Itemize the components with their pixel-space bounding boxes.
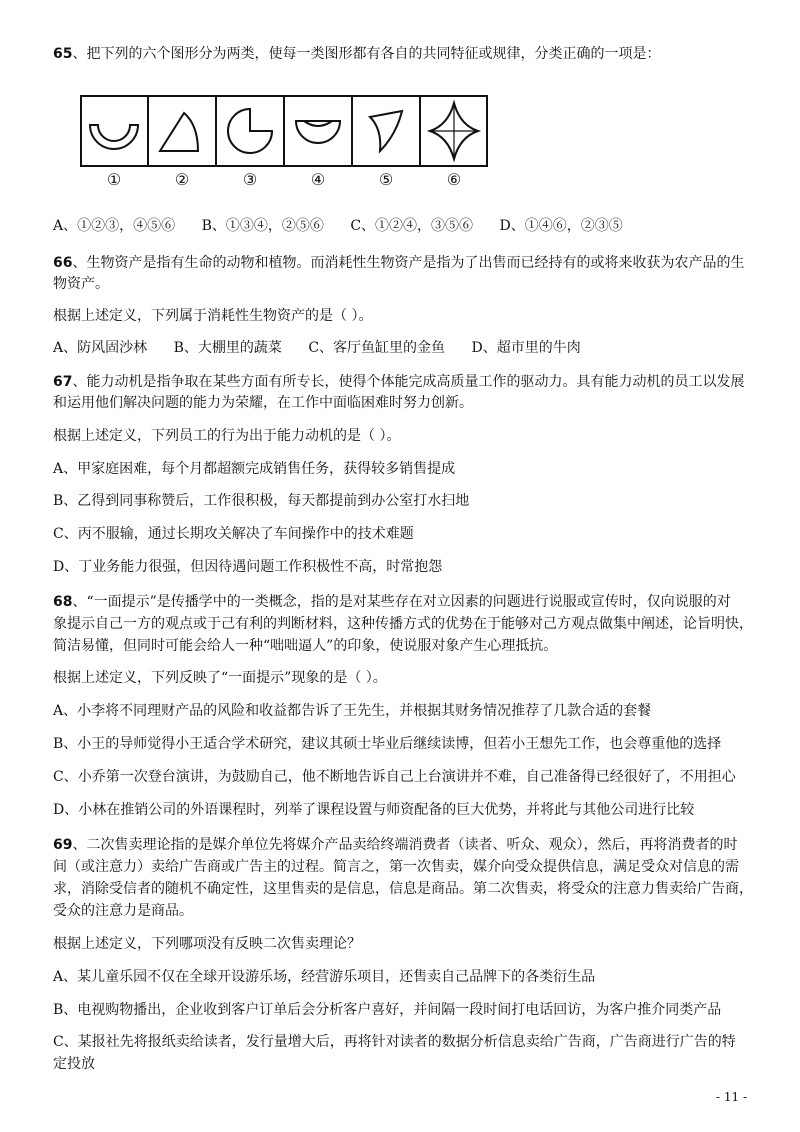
q66-stem-line1: 66、生物资产是指有生命的动物和植物。而消耗性生物资产是指为了出售而已经持有的或将来收获为农产品的生 (53, 255, 745, 271)
q69-number: 69 (53, 837, 73, 853)
q69-stem-line1: 69、二次售卖理论指的是媒介单位先将媒介产品卖给终端消费者（读者、听众、观众），然后，再将消费者的时 (53, 837, 738, 853)
q66-stem-line2: 物资产。 (53, 276, 109, 292)
page-number: - 11 - (715, 1090, 747, 1104)
q65-number: 65 (53, 46, 73, 62)
q67-option-b[interactable]: B、乙得到同事称赞后，工作很积极，每天都提前到办公室打水扫地 (53, 493, 470, 509)
q69-stem-line3: 求，消除受信者的随机不确定性，这里售卖的是信息，信息是商品。第二次售卖，将受众的注意力售卖给广告商， (53, 881, 753, 897)
q69-question: 根据上述定义，下列哪项没有反映二次售卖理论？ (53, 936, 361, 952)
q65-option-b[interactable]: B、①③④，②⑤⑥ (201, 218, 324, 234)
q68-option-c[interactable]: C、小乔第一次登台演讲，为鼓励自己，他不断地告诉自己上台演讲并不难，自己准备得已经很好了，不用担心 (53, 769, 736, 785)
q69-option-c-line2[interactable]: 定投放 (53, 1056, 95, 1072)
fig-label-3: ③ (242, 170, 258, 189)
q68-stem-line1: 68、“一面提示”是传播学中的一类概念，指的是对某些存在对立因素的问题进行说服或宣传时，仅向说服的对 (53, 594, 731, 610)
q67-option-a[interactable]: A、甲家庭困难，每个月都超额完成销售任务，获得较多销售提成 (53, 461, 456, 477)
q67-stem-line2: 和运用他们解决问题的能力为荣耀，在工作中面临困难时努力创新。 (53, 395, 473, 411)
q67-number: 67 (53, 374, 73, 390)
fig-label-2: ② (174, 170, 190, 189)
q65-figure-labels (80, 170, 488, 190)
q69-option-c-line1[interactable]: C、某报社先将报纸卖给读者，发行量增大后，再将针对读者的数据分析信息卖给广告商，广告商进行广告的特 (53, 1034, 736, 1050)
fig4-semicircle-shape (296, 121, 340, 143)
q66-option-b[interactable]: B、大棚里的蔬菜 (173, 340, 282, 356)
q69-option-b[interactable]: B、电视购物播出，企业收到客户订单后会分析客户喜好，并间隔一段时间打电话回访，为客户推介同类产品 (53, 1002, 722, 1018)
q68-stem-line2: 象提示自己一方的观点或于己有利的判断材料，这种传播方式的优势在于能够对己方观点做集中阐述，论旨明快， (53, 616, 753, 632)
q67-stem-line1: 67、能力动机是指争取在某些方面有所专长，使得个体能完成高质量工作的驱动力。具有能力动机的员工以发展 (53, 374, 745, 390)
q68-option-d[interactable]: D、小林在推销公司的外语课程时，列举了课程设置与师资配备的巨大优势，并将此与其他公司进行比较 (53, 802, 695, 818)
fig-label-4: ④ (310, 170, 326, 189)
q66-number: 66 (53, 255, 73, 271)
fig2-sector-shape (160, 113, 198, 151)
q68-question: 根据上述定义，下列反映了“一面提示”现象的是（ ）。 (53, 670, 387, 686)
q68-number: 68 (53, 594, 73, 610)
q69-option-a[interactable]: A、某儿童乐园不仅在全球开设游乐场，经营游乐项目，还售卖自己品牌下的各类衍生品 (53, 969, 596, 985)
q69-stem-line4: 受众的注意力是商品。 (53, 903, 193, 919)
q67-question: 根据上述定义，下列员工的行为出于能力动机的是（ ）。 (53, 428, 401, 444)
q65-options (53, 216, 645, 236)
fig-label-1: ① (106, 170, 122, 189)
q65-figure-strip (80, 95, 488, 167)
q66-option-c[interactable]: C、客厅鱼缸里的金鱼 (308, 340, 446, 356)
fig-label-5: ⑤ (378, 170, 394, 189)
fig-label-6: ⑥ (446, 170, 462, 189)
q68-stem-line3: 简洁易懂，但同时可能会给人一种“咄咄逼人”的印象，使说服对象产生心理抵抗。 (53, 638, 558, 654)
q69-stem-line2: 间（或注意力）卖给广告商或广告主的过程。简言之，第一次售卖，媒介向受众提供信息，满足受众对信息的需 (53, 859, 739, 875)
q66-options (53, 338, 603, 358)
q65-stem: 65、把下列的六个图形分为两类，使每一类图形都有各自的共同特征或规律，分类正确的一项是： (53, 46, 661, 62)
fig3-pac-circle-shape (228, 109, 272, 153)
q67-option-d[interactable]: D、丁业务能力很强，但因待遇问题工作积极性不高，时常抱怨 (53, 559, 443, 575)
q65-option-d[interactable]: D、①④⑥，②③⑤ (499, 218, 623, 234)
q68-option-b[interactable]: B、小王的导师觉得小王适合学术研究，建议其硕士毕业后继续读博，但若小王想先工作，也会尊重他的选择 (53, 736, 722, 752)
q67-option-c[interactable]: C、丙不服输，通过长期攻关解决了车间操作中的技术难题 (53, 526, 414, 542)
q66-option-d[interactable]: D、超市里的牛肉 (471, 340, 581, 356)
fig1-half-ring-shape (90, 125, 138, 149)
q66-question: 根据上述定义，下列属于消耗性生物资产的是（ ）。 (53, 308, 373, 324)
q65-option-a[interactable]: A、①②③，④⑤⑥ (53, 218, 176, 234)
q68-option-a[interactable]: A、小李将不同理财产品的风险和收益都告诉了王先生，并根据其财务情况推荐了几款合适的套餐 (53, 703, 652, 719)
fig5-curved-shape (370, 111, 402, 151)
q66-option-a[interactable]: A、防风固沙林 (53, 340, 148, 356)
q65-option-c[interactable]: C、①②④，③⑤⑥ (350, 218, 474, 234)
